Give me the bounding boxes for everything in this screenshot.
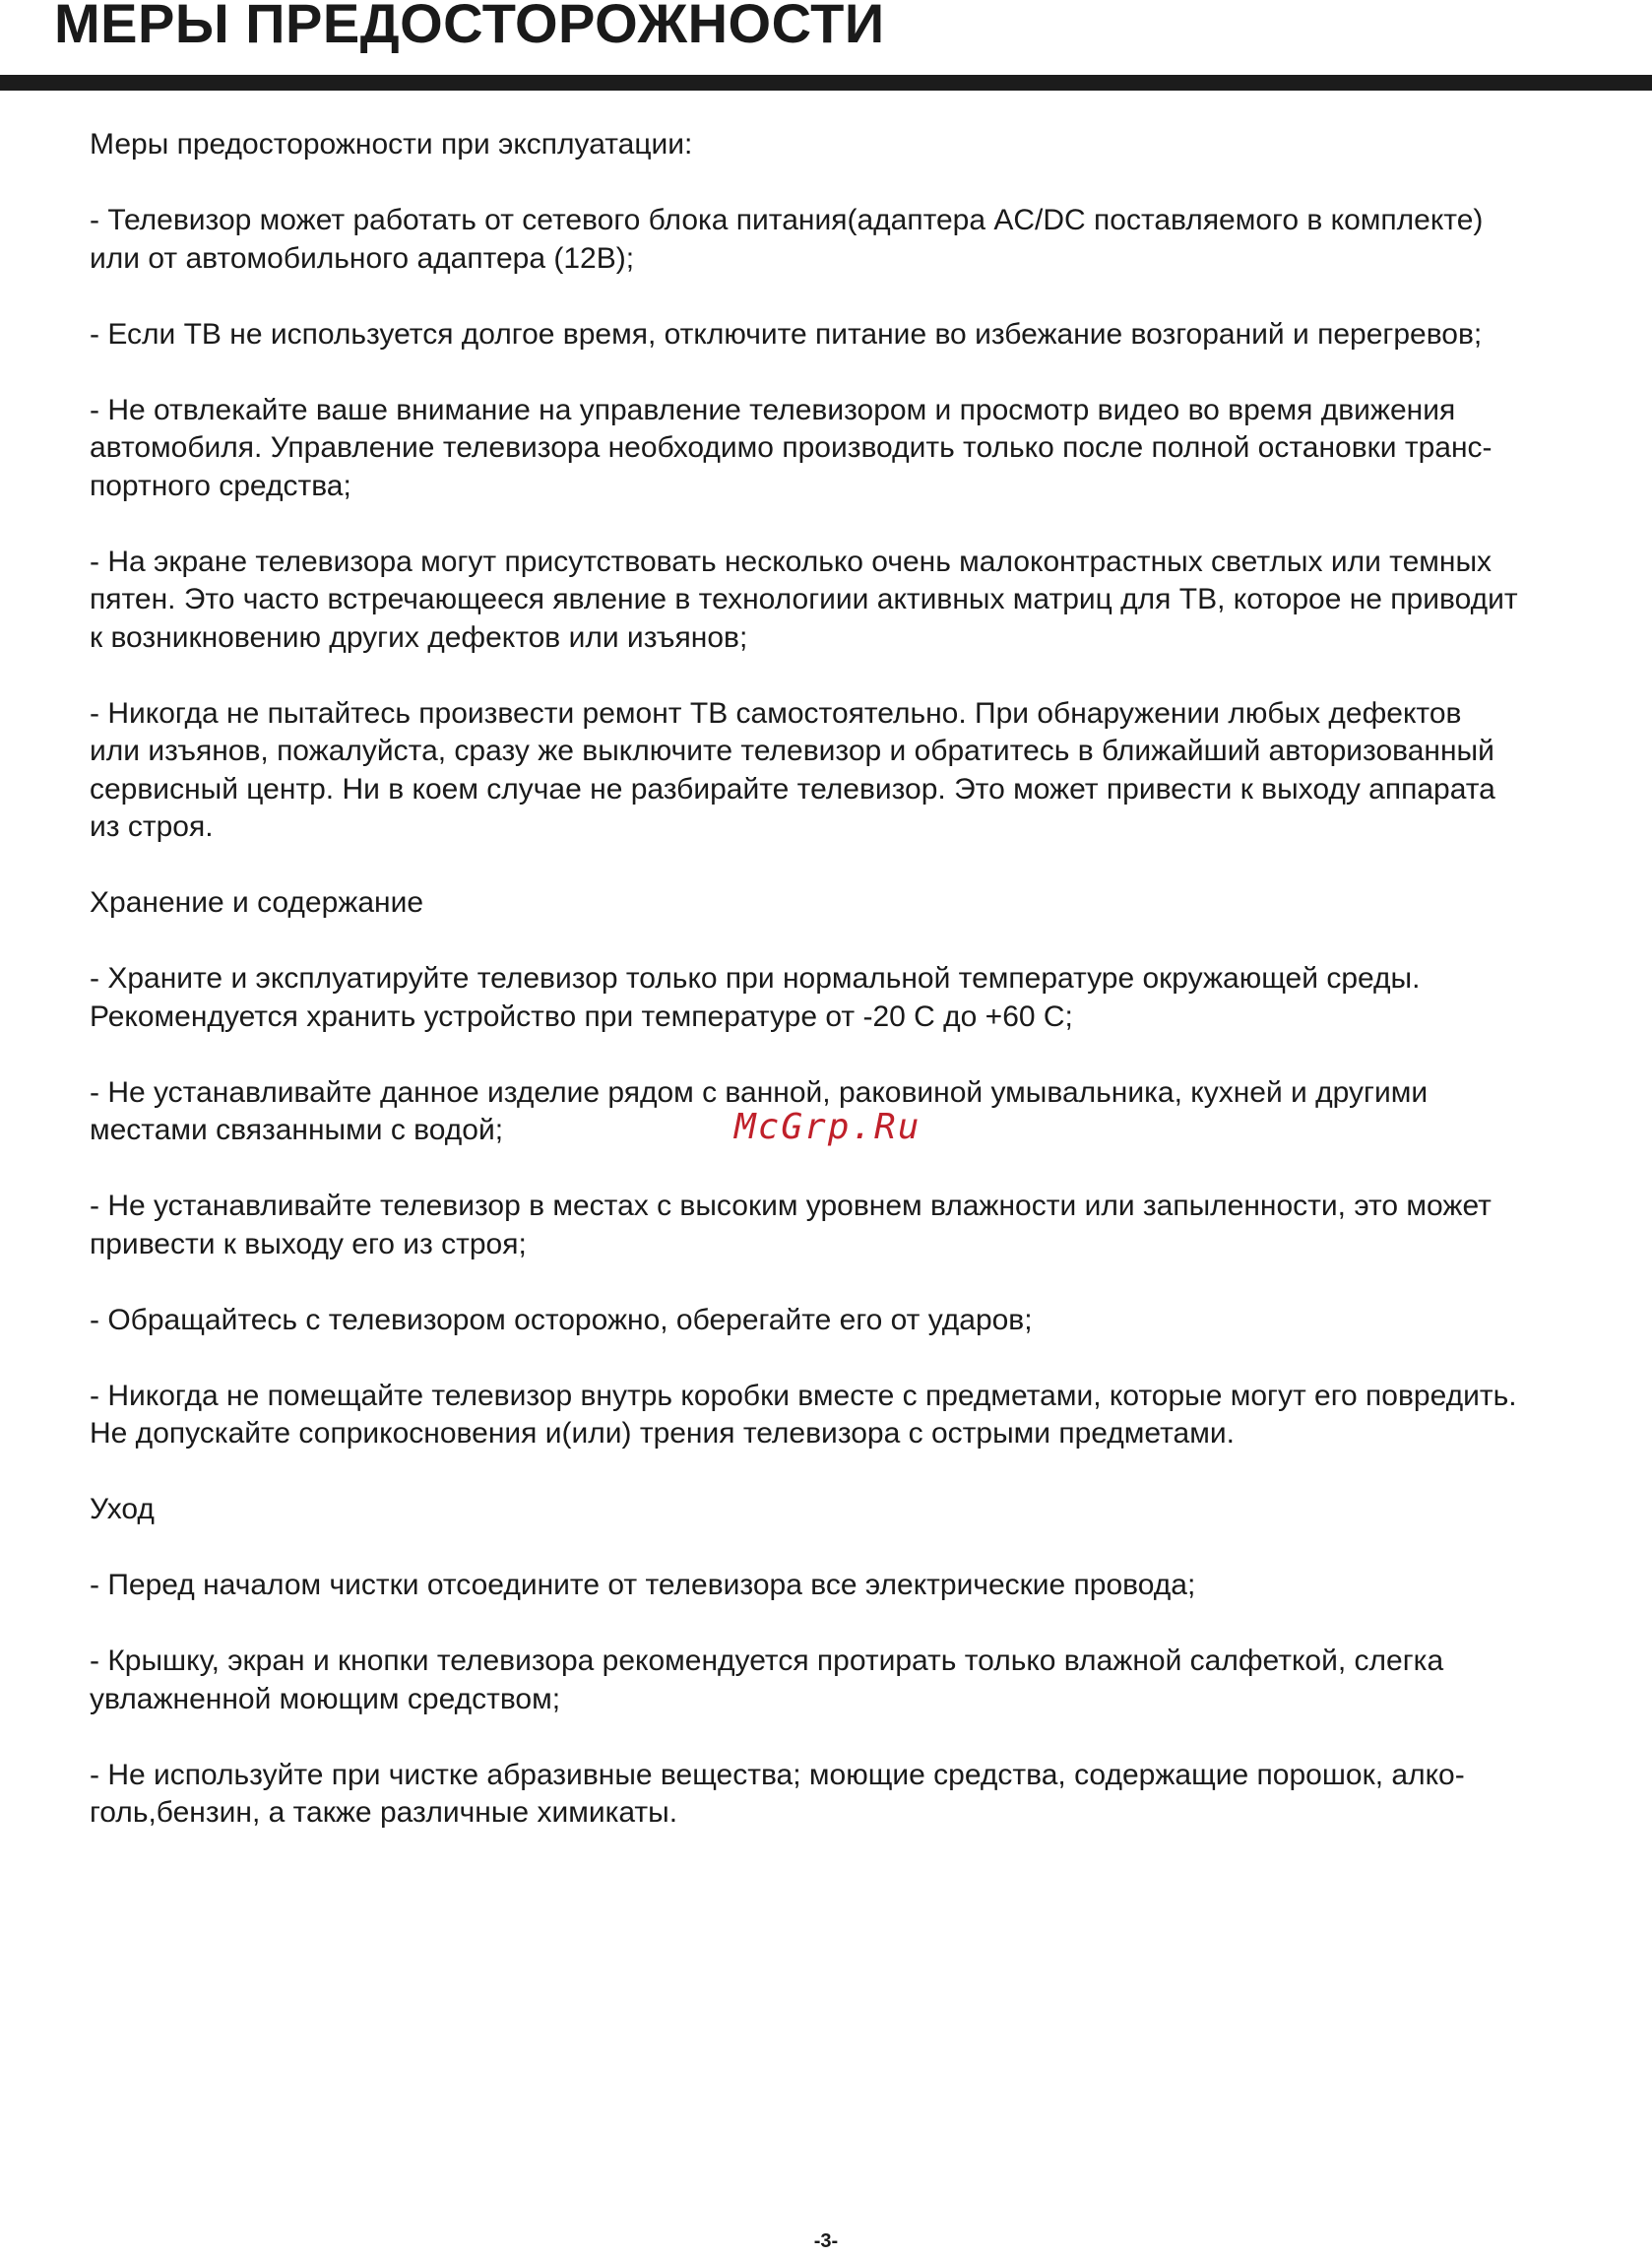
text-line: или изъянов, пожалуйста, сразу же выключите телевизор и обратитесь в ближайший авторизованный: [90, 735, 1494, 767]
document-body: [90, 126, 1625, 1870]
paragraph: [90, 695, 1625, 847]
paragraph: [90, 1643, 1625, 1718]
paragraph: [90, 1302, 1625, 1340]
text-line: Рекомендуется хранить устройство при температуре от -20 С до +60 С;: [90, 1000, 1073, 1033]
text-line: Не допускайте соприкосновения и(или) трения телевизора с острыми предметами.: [90, 1417, 1235, 1450]
text-line: - Телевизор может работать от сетевого блока питания(адаптера AC/DC поставляемого в комплекте): [90, 204, 1484, 236]
paragraph: [90, 1188, 1625, 1263]
paragraph: [90, 1378, 1625, 1453]
text-line: - Никогда не помещайте телевизор внутрь коробки вместе с предметами, которые могут его повредить.: [90, 1379, 1517, 1412]
text-line: Хранение и содержание: [90, 886, 424, 919]
text-line: - Не отвлекайте ваше внимание на управление телевизором и просмотр видео во время движения: [90, 393, 1456, 426]
paragraph: [90, 960, 1625, 1036]
text-line: - Храните и эксплуатируйте телевизор только при нормальной температуре окружающей среды.: [90, 962, 1421, 995]
text-line: - На экране телевизора могут присутствовать несколько очень малоконтрастных светлых или темных: [90, 545, 1493, 578]
text-line: привести к выходу его из строя;: [90, 1227, 527, 1260]
text-line: - Обращайтесь с телевизором осторожно, оберегайте его от ударов;: [90, 1303, 1033, 1336]
paragraph: [90, 316, 1625, 355]
title-divider: [0, 75, 1652, 91]
text-line: - Перед началом чистки отсоедините от телевизора все электрические провода;: [90, 1569, 1196, 1601]
text-line: из строя.: [90, 810, 214, 843]
text-line: увлажненной моющим средством;: [90, 1682, 561, 1715]
paragraph: [90, 884, 1625, 923]
text-line: или от автомобильного адаптера (12В);: [90, 241, 635, 275]
text-line: - Не используйте при чистке абразивные вещества; моющие средства, содержащие порошок, алко-: [90, 1758, 1465, 1791]
paragraph: [90, 202, 1625, 278]
text-line: местами связанными с водой;: [90, 1114, 504, 1146]
page-title: МЕРЫ ПРЕДОСТОРОЖНОСТИ: [54, 0, 885, 54]
text-line: Меры предосторожности при эксплуатации:: [90, 128, 693, 161]
text-line: - Не устанавливайте данное изделие рядом с ванной, раковиной умывальника, кухней и другими: [90, 1075, 1429, 1109]
text-line: - Не устанавливайте телевизор в местах с высоким уровнем влажности или запыленности, это может: [90, 1190, 1492, 1222]
paragraph: [90, 392, 1625, 506]
text-line: - Никогда не пытайтесь произвести ремонт ТВ самостоятельно. При обнаружении любых дефектов: [90, 696, 1462, 730]
text-line: пятен. Это часто встречающееся явление в технологиии активных матриц для ТВ, которое не приводит: [90, 583, 1518, 615]
text-line: автомобиля. Управление телевизора необходимо производить только после полной остановки транс-: [90, 431, 1493, 464]
paragraph: [90, 1757, 1625, 1833]
text-line: портного средства;: [90, 469, 351, 502]
paragraph: [90, 126, 1625, 164]
watermark-text: McGrp.Ru: [734, 1107, 921, 1147]
paragraph: [90, 1491, 1625, 1529]
text-line: - Если ТВ не используется долгое время, отключите питание во избежание возгораний и перегревов;: [90, 317, 1483, 351]
paragraph: [90, 544, 1625, 658]
paragraph: [90, 1567, 1625, 1605]
text-line: голь,бензин, а также различные химикаты.: [90, 1796, 678, 1829]
text-line: сервисный центр. Ни в коем случае не разбирайте телевизор. Это может привести к выходу аппарата: [90, 772, 1495, 806]
text-line: к возникновению других дефектов или изъянов;: [90, 620, 748, 654]
text-line: - Крышку, экран и кнопки телевизора рекомендуется протирать только влажной салфеткой, слегка: [90, 1644, 1444, 1677]
text-line: Уход: [90, 1493, 155, 1525]
page-number: -3-: [813, 2230, 839, 2252]
